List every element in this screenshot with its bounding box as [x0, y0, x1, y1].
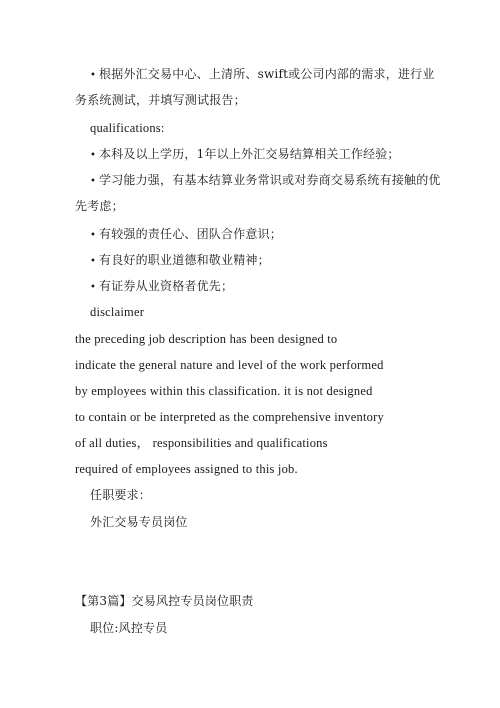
- text-line: 先考虑；: [75, 199, 124, 213]
- text-line: 外汇交易专员岗位: [90, 515, 188, 529]
- paragraph-line: of all duties， responsibilities and qualifications: [75, 436, 328, 450]
- text-line: 任职要求：: [90, 488, 152, 502]
- text-line: 有较强的责任心、团队合作意识；: [99, 227, 283, 241]
- chapter-heading: 【第3篇】交易风控专员岗位职责: [75, 594, 254, 608]
- text-line: 有良好的职业道德和敬业精神；: [99, 253, 270, 267]
- bullet-icon: •: [90, 70, 97, 81]
- bullet-line: [90, 252, 270, 270]
- paragraph-line: indicate the general nature and level of the work performed: [75, 358, 384, 372]
- text-line: 务系统测试，并填写测试报告；: [75, 93, 246, 107]
- paragraph-line: required of employees assigned to this job.: [75, 462, 298, 476]
- text-line: 学习能力强，有基本结算业务常识或对券商交易系统有接触的优: [99, 173, 441, 187]
- bullet-line: [90, 146, 400, 164]
- text-line: 职位:风控专员: [90, 621, 168, 635]
- bullet-line: [90, 66, 435, 84]
- paragraph-line: by employees within this classification. it is not designed: [75, 384, 373, 398]
- text-line: 本科及以上学历，1年以上外汇交易结算相关工作经验；: [99, 147, 400, 161]
- section-heading: qualifications:: [90, 121, 165, 135]
- paragraph-line: the preceding job description has been designed to: [75, 332, 338, 346]
- bullet-icon: •: [90, 282, 97, 293]
- bullet-line: [90, 172, 441, 190]
- bullet-icon: •: [90, 230, 97, 241]
- bullet-line: [90, 226, 282, 244]
- bullet-line: [90, 278, 233, 296]
- bullet-icon: •: [90, 256, 97, 267]
- text-line: 有证券从业资格者优先；: [99, 279, 234, 293]
- paragraph-line: to contain or be interpreted as the comprehensive inventory: [75, 410, 384, 424]
- bullet-icon: •: [90, 176, 97, 187]
- text-line: 根据外汇交易中心、上清所、swift或公司内部的需求，进行业: [99, 67, 435, 81]
- section-heading: disclaimer: [90, 305, 145, 319]
- bullet-icon: •: [90, 150, 97, 161]
